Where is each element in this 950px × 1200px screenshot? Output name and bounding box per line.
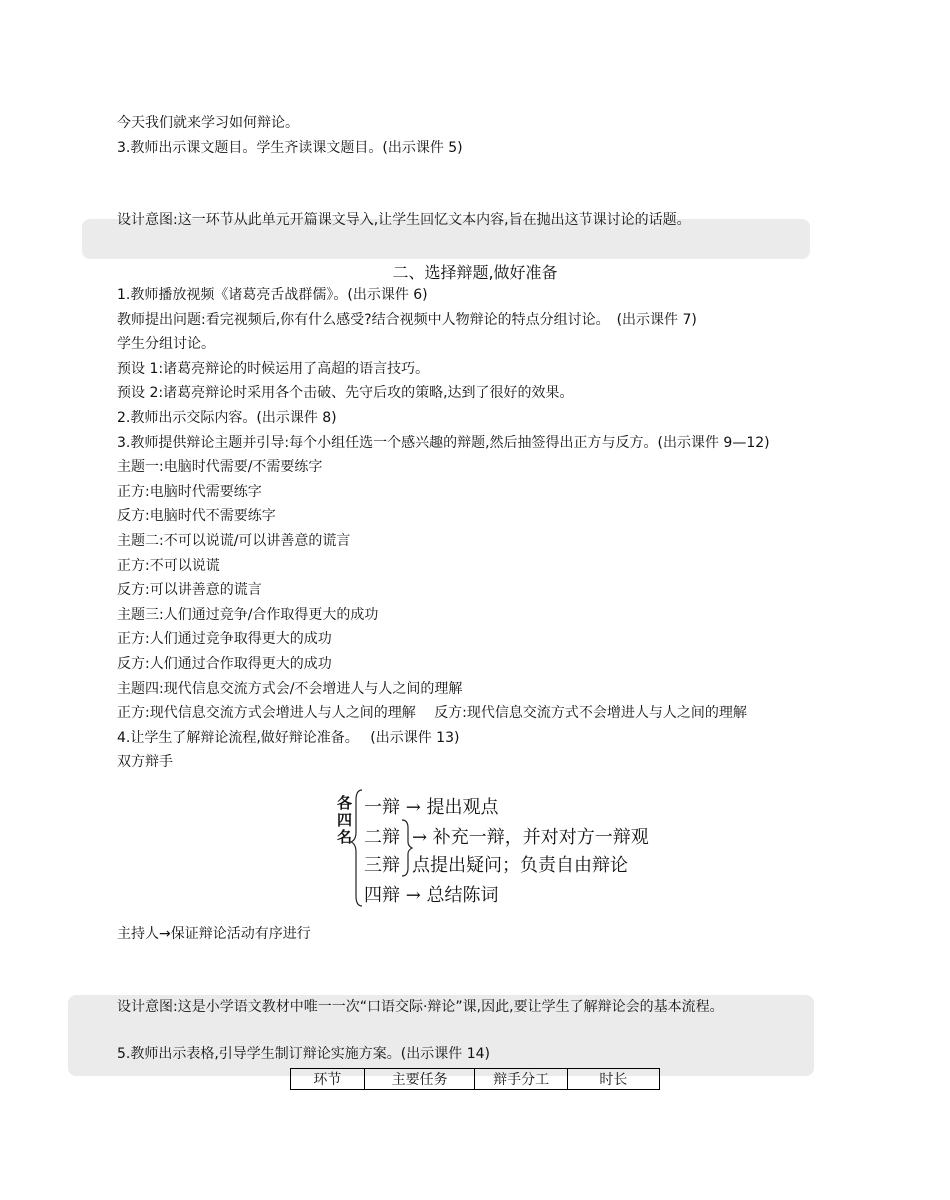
text-line: 预设 2:诸葛亮辩论时采用各个击破、先守后攻的策略,达到了很好的效果。	[117, 385, 574, 402]
diagram-row-3-label: 三辩	[364, 855, 400, 876]
text-line: 反方:人们通过合作取得更大的成功	[117, 656, 332, 672]
design-intent-1: 设计意图:这一环节从此单元开篇课文导入,让学生回忆文本内容,旨在抛出这节课讨论的话题。	[117, 212, 691, 228]
table-header: 环节	[291, 1069, 365, 1090]
text-line: 双方辩手	[117, 754, 173, 771]
text-line: 主题一:电脑时代需要/不需要练字	[117, 459, 323, 476]
diagram-row-2-label: 二辩	[364, 827, 400, 848]
text-line: 今天我们就来学习如何辩论。	[117, 115, 299, 131]
step-5: 5.教师出示表格,引导学生制订辩论实施方案。(出示课件 14)	[117, 1046, 490, 1062]
text-line: 教师提出问题:看完视频后,你有什么感受?结合视频中人物辩论的特点分组讨论。 (出示课件 7)	[117, 311, 697, 328]
host-line: 主持人→保证辩论活动有序进行	[117, 926, 311, 942]
text-line: 3.教师出示课文题目。学生齐读课文题目。(出示课件 5)	[117, 140, 463, 156]
text-line: 正方:不可以说谎	[117, 557, 220, 574]
text-line: 2.教师出示交际内容。(出示课件 8)	[117, 410, 337, 426]
table-header: 时长	[567, 1069, 659, 1090]
text-line: 3.教师提供辩论主题并引导:每个小组任选一个感兴趣的辩题,然后抽签得出正方与反方。(出示课件 9—12)	[117, 434, 770, 451]
plan-table	[290, 1068, 660, 1090]
text-line: 正方:人们通过竞争取得更大的成功	[117, 631, 332, 648]
text-line: 学生分组讨论。	[117, 336, 215, 353]
table-header: 主要任务	[364, 1069, 475, 1090]
section-heading: 二、选择辩题,做好准备	[392, 263, 558, 282]
text-line: 正方:现代信息交流方式会增进人与人之间的理解 反方:现代信息交流方式不会增进人与人之间的理解	[117, 705, 747, 722]
text-line: 反方:电脑时代不需要练字	[117, 508, 276, 525]
text-line: 4.让学生了解辩论流程,做好辩论准备。 (出示课件 13)	[117, 729, 460, 746]
diagram-row-4: 四辩 → 总结陈词	[364, 885, 499, 906]
diagram-row-1: 一辩 → 提出观点	[364, 797, 499, 818]
text-line: 反方:可以讲善意的谎言	[117, 582, 262, 599]
text-line: 主题四:现代信息交流方式会/不会增进人与人之间的理解	[117, 680, 463, 697]
diagram-side-label: 各四名	[337, 794, 353, 846]
text-line: 主题二:不可以说谎/可以讲善意的谎言	[117, 533, 351, 549]
text-line: 正方:电脑时代需要练字	[117, 483, 262, 500]
design-intent-2: 设计意图:这是小学语文教材中唯一一次“口语交际·辩论”课,因此,要让学生了解辩论会的基本流程。	[117, 999, 724, 1015]
text-line: 预设 1:诸葛亮辩论的时候运用了高超的语言技巧。	[117, 360, 430, 377]
diagram-row-2-text: → 补充一辩，并对对方一辩观	[412, 827, 649, 848]
text-line: 1.教师播放视频《诸葛亮舌战群儒》。(出示课件 6)	[117, 287, 428, 303]
table-header: 辩手分工	[475, 1069, 567, 1090]
text-line: 主题三:人们通过竞争/合作取得更大的成功	[117, 606, 379, 623]
diagram-row-3-text: 点提出疑问；负责自由辩论	[412, 855, 628, 876]
